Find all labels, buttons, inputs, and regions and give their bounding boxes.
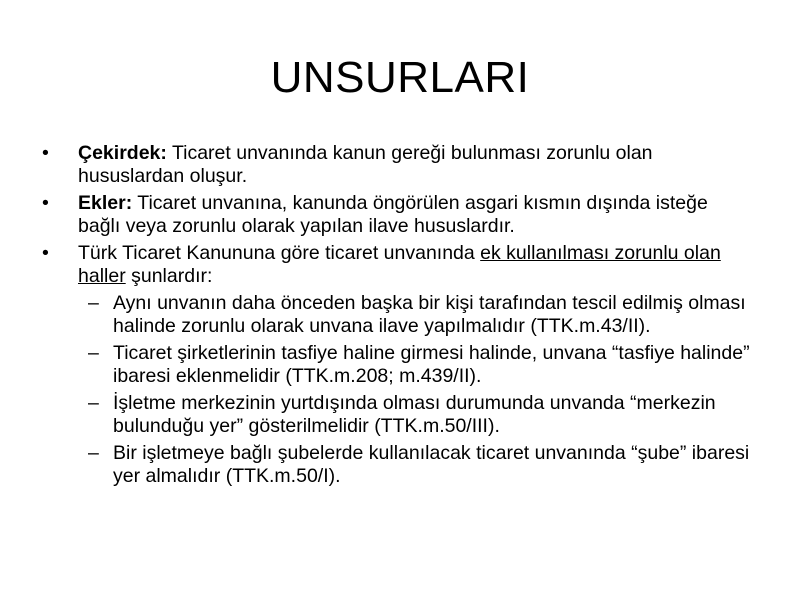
slide-title: UNSURLARI <box>270 53 530 102</box>
subbullet-tasfiye <box>40 342 750 388</box>
subbullet-text: Aynı unvanın daha önceden başka bir kişi tarafından tescil edilmiş olması halinde zorunlu olarak unvana ilave yapılmalıdır (TTK.m.43/II). <box>113 292 746 337</box>
bullet-label: Çekirdek: <box>78 142 167 164</box>
bullet-text-underlined: ek kullanılması zorunlu olan haller <box>78 242 721 287</box>
bullet-cekirdek <box>40 142 750 188</box>
subbullet-text: Ticaret şirketlerinin tasfiye haline girmesi halinde, unvana “tasfiye halinde” ibaresi eklenmelidir (TTK.m.208; m.439/II). <box>113 342 750 387</box>
subbullet-text: İşletme merkezinin yurtdışında olması durumunda unvanda “merkezin bulunduğu yer” gösterilmelidir (TTK.m.50/III). <box>113 392 716 437</box>
subbullet-sube <box>40 442 750 488</box>
bullet-text-post: şunlardır: <box>125 265 213 287</box>
bullet-text: Ticaret unvanına, kanunda öngörülen asgari kısmın dışında isteğe bağlı veya zorunlu olarak yapılan ilave hususlardır. <box>78 192 708 237</box>
subbullet-ayni-unvan <box>40 292 750 338</box>
slide-content <box>40 142 750 492</box>
bullet-dot: • <box>42 242 49 264</box>
subbullet-merkez-yurtdisi <box>40 392 750 438</box>
bullet-text-pre: Türk Ticaret Kanununa göre ticaret unvanında <box>78 242 481 264</box>
bullet-label: Ekler: <box>78 192 133 214</box>
bullet-ekler <box>40 192 750 238</box>
bullet-dot: • <box>42 142 49 164</box>
bullet-dot: • <box>42 192 49 214</box>
subbullet-dash: – <box>88 442 99 464</box>
bullet-ttk-haller <box>40 242 750 288</box>
subbullet-dash: – <box>88 292 99 314</box>
subbullet-dash: – <box>88 392 99 414</box>
bullet-text: Ticaret unvanında kanun gereği bulunması zorunlu olan hususlardan oluşur. <box>78 142 653 187</box>
subbullet-dash: – <box>88 342 99 364</box>
subbullet-text: Bir işletmeye bağlı şubelerde kullanılacak ticaret unvanında “şube” ibaresi yer almalıdır (TTK.m.50/I). <box>113 442 750 487</box>
